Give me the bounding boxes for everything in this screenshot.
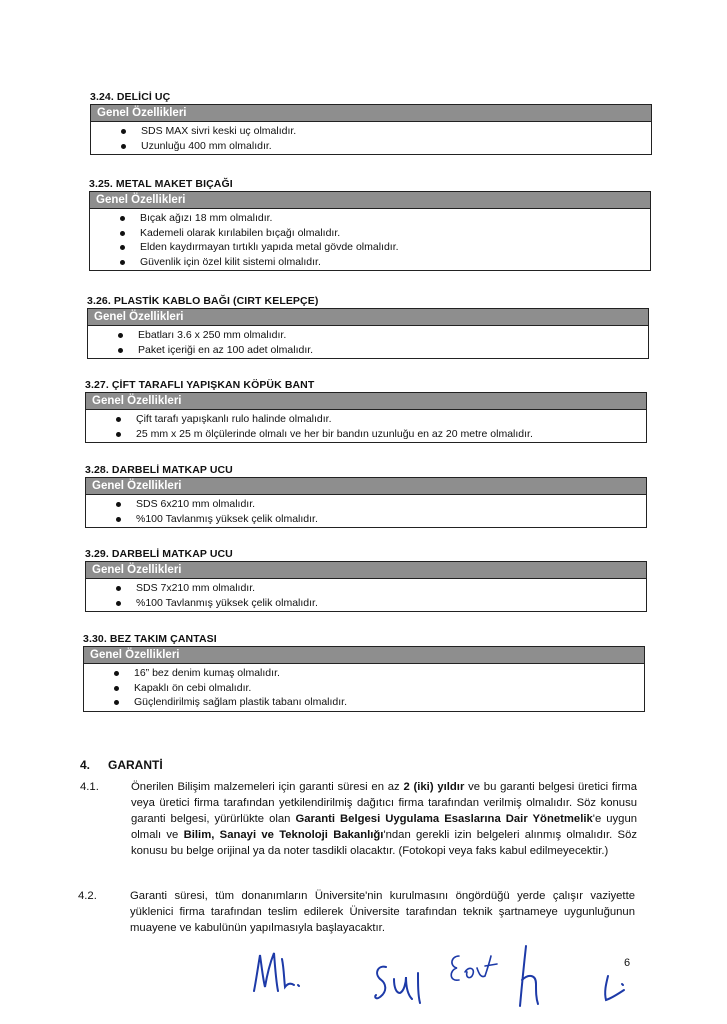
garanti-heading xyxy=(80,758,163,772)
list-item: %100 Tavlanmış yüksek çelik olmalıdır. xyxy=(116,512,646,527)
section-title: 3.24. DELİCİ UÇ xyxy=(90,91,171,103)
signature-2-icon xyxy=(370,953,440,1013)
table-header: Genel Özellikleri xyxy=(86,561,646,579)
list-item: Güçlendirilmiş sağlam plastik tabanı olmalıdır. xyxy=(114,695,644,710)
bullet-icon xyxy=(118,333,123,338)
bullet-icon xyxy=(121,129,126,134)
list-item: Çift tarafı yapışkanlı rulo halinde olmalıdır. xyxy=(116,412,646,427)
signature-4-icon xyxy=(512,940,552,1012)
bullet-icon xyxy=(118,348,123,353)
spec-section-3-28 xyxy=(85,463,647,528)
spec-table xyxy=(83,646,645,712)
list-item: Elden kaydırmayan tırtıklı yapıda metal gövde olmalıdır. xyxy=(120,240,650,255)
garanti-paragraph-4-2: Garanti süresi, tüm donanımların Üniversite'nin kurulmasını öngördüğü yerde çalışır vaziyette yüklenici firma tarafından teslim edilerek Üniversite tarafından teknik şartnameye uygunluğunun muayene ve kabulünün yapılmasıyla başlayacaktır. xyxy=(130,890,635,934)
bullet-icon xyxy=(114,700,119,705)
list-item: Ebatları 3.6 x 250 mm olmalıdır. xyxy=(118,328,648,343)
section-title: 3.29. DARBELİ MATKAP UCU xyxy=(85,548,233,560)
list-item: Kapaklı ön cebi olmalıdır. xyxy=(114,681,644,696)
list-item: Bıçak ağızı 18 mm olmalıdır. xyxy=(120,211,650,226)
table-header: Genel Özellikleri xyxy=(86,477,646,495)
bullet-icon xyxy=(120,231,125,236)
list-item: Uzunluğu 400 mm olmalıdır. xyxy=(121,139,651,154)
section-title: 3.30. BEZ TAKIM ÇANTASI xyxy=(83,633,217,645)
spec-table xyxy=(85,561,647,612)
bullet-icon xyxy=(116,502,121,507)
bullet-icon xyxy=(114,686,119,691)
bullet-icon xyxy=(114,671,119,676)
bullet-icon xyxy=(116,601,121,606)
bullet-icon xyxy=(120,216,125,221)
spec-table xyxy=(89,191,651,271)
paragraph-number: 4.1. xyxy=(80,781,99,793)
section-title: 3.27. ÇİFT TARAFLI YAPIŞKAN KÖPÜK BANT xyxy=(85,379,315,391)
signature-1-icon xyxy=(248,943,303,998)
heading-title: GARANTİ xyxy=(108,758,163,772)
list-item: SDS 7x210 mm olmalıdır. xyxy=(116,581,646,596)
table-header: Genel Özellikleri xyxy=(84,646,644,664)
section-title: 3.26. PLASTİK KABLO BAĞI (CIRT KELEPÇE) xyxy=(87,295,319,307)
bullet-icon xyxy=(120,260,125,265)
section-title: 3.25. METAL MAKET BIÇAĞI xyxy=(89,178,233,190)
table-header: Genel Özellikleri xyxy=(91,104,651,122)
spec-table xyxy=(90,104,652,155)
spec-section-3-29 xyxy=(85,547,647,612)
signature-3-icon xyxy=(445,946,505,996)
spec-section-3-25 xyxy=(89,177,651,271)
spec-section-3-27 xyxy=(85,378,647,443)
signature-5-icon xyxy=(598,970,634,1006)
spec-section-3-30 xyxy=(83,632,645,712)
table-header: Genel Özellikleri xyxy=(88,308,648,326)
spec-table xyxy=(87,308,649,359)
table-header: Genel Özellikleri xyxy=(86,392,646,410)
list-item: Güvenlik için özel kilit sistemi olmalıdır. xyxy=(120,255,650,270)
garanti-paragraph-4-1: Önerilen Bilişim malzemeleri için garanti süresi en az 2 (iki) yıldır ve bu garanti belgesi üretici firma veya üretici firma tarafından yetkilendirilmiş dağıtıcı firma tarafından verilmiş olmalıdır. Söz konusu garanti belgesi, yürürlükte olan Garanti Belgesi Uygulama Esaslarına Dair Yönetmelik'e uygun olmalı ve Bilim, Sanayi ve Teknoloji Bakanlığı'ndan gerekli izin belgeleri alınmış olmalıdır. Söz konusu bu belge orijinal ya da noter tasdikli olacaktır. (Fotokopi veya faks kabul edilmeyecektir.) xyxy=(131,781,638,857)
bullet-icon xyxy=(120,245,125,250)
spec-table xyxy=(85,392,647,443)
bullet-icon xyxy=(116,586,121,591)
list-item: Paket içeriği en az 100 adet olmalıdır. xyxy=(118,343,648,358)
spec-table xyxy=(85,477,647,528)
bullet-icon xyxy=(116,432,121,437)
spec-section-3-24 xyxy=(90,90,652,155)
spec-section-3-26 xyxy=(87,294,649,359)
table-header: Genel Özellikleri xyxy=(90,191,650,209)
list-item: Kademeli olarak kırılabilen bıçağı olmalıdır. xyxy=(120,226,650,241)
list-item: SDS 6x210 mm olmalıdır. xyxy=(116,497,646,512)
list-item: SDS MAX sivri keski uç olmalıdır. xyxy=(121,124,651,139)
list-item: 25 mm x 25 m ölçülerinde olmalı ve her bir bandın uzunluğu en az 20 metre olmalıdır. xyxy=(116,427,646,442)
list-item: 16” bez denim kumaş olmalıdır. xyxy=(114,666,644,681)
heading-number: 4. xyxy=(80,758,91,772)
bullet-icon xyxy=(116,417,121,422)
section-title: 3.28. DARBELİ MATKAP UCU xyxy=(85,464,233,476)
bullet-icon xyxy=(116,517,121,522)
list-item: %100 Tavlanmış yüksek çelik olmalıdır. xyxy=(116,596,646,611)
paragraph-number: 4.2. xyxy=(78,890,97,902)
page-number: 6 xyxy=(624,957,631,969)
bullet-icon xyxy=(121,144,126,149)
